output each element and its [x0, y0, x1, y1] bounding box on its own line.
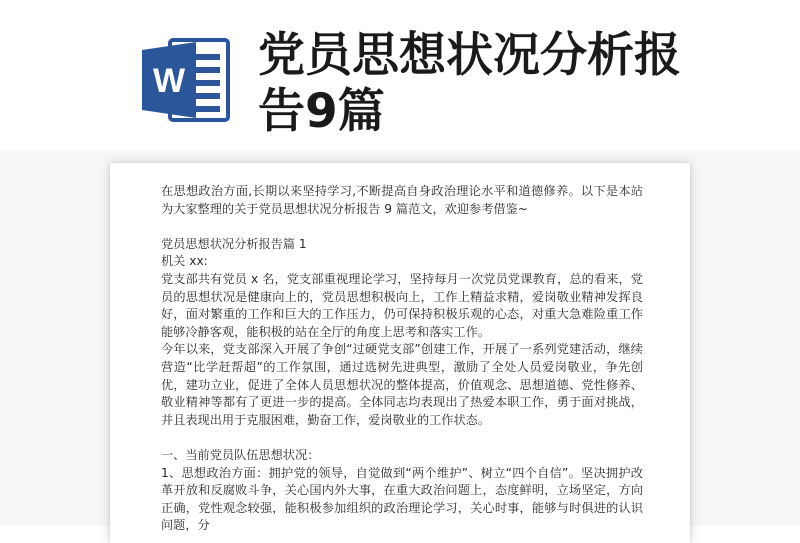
intro-paragraph: 在思想政治方面,长期以来坚持学习,不断提高自身政治理论水平和道德修养。以下是本站为大家整理的关于党员思想状况分析报告 9 篇范文，欢迎参考借鉴~	[161, 184, 643, 216]
paragraph: 党支部共有党员 x 名，党支部重视理论学习，坚持每月一次党员党课教育，总的看来，党员的思想状况是健康向上的，党员思想积极向上，工作上精益求精，爱岗敬业精神发挥良好，面对繁重的工作和巨大的工作压力，仍可保持积极乐观的心态，对重大急难险重工作能够冷静客观，能积极的站在全厅的角度上思考和落实工作。	[161, 271, 643, 339]
word-document-icon	[140, 36, 232, 124]
spacer	[161, 429, 643, 447]
spacer	[161, 218, 643, 236]
salutation: 机关 xx:	[161, 254, 208, 269]
header	[0, 0, 800, 150]
section-title: 党员思想状况分析报告篇 1	[161, 236, 307, 251]
document-body	[161, 183, 643, 535]
paragraph: 1、思想政治方面：拥护党的领导，自觉做到“两个维护”、树立“四个自信”。坚决拥护改革开放和反腐败斗争，关心国内外大事，在重大政治问题上，态度鲜明，立场坚定，方向正确，党性观念较强，能积极参加组织的政治理论学习，关心时事，能够与时俱进的认识问题，分	[161, 465, 643, 533]
svg-text:W: W	[152, 62, 186, 100]
page-title: 党员思想状况分析报告9篇	[258, 28, 681, 139]
section-heading: 一、当前党员队伍思想状况：	[161, 447, 320, 462]
paragraph: 今年以来，党支部深入开展了争创“过硬党支部”创建工作，开展了一系列党建活动，继续营造“比学赶帮超”的工作氛围，通过选树先进典型，激励了全处人员爱岗敬业，争先创优，建功立业，促进了全体人员思想状况的整体提高，价值观念、思想道德、党性修养、敬业精神等都有了更进一步的提高。全体同志均表现出了热爱本职工作，勇于面对挑战，并且表现出用于克服困难，勤奋工作，爱岗敬业的工作状态。	[161, 342, 643, 427]
